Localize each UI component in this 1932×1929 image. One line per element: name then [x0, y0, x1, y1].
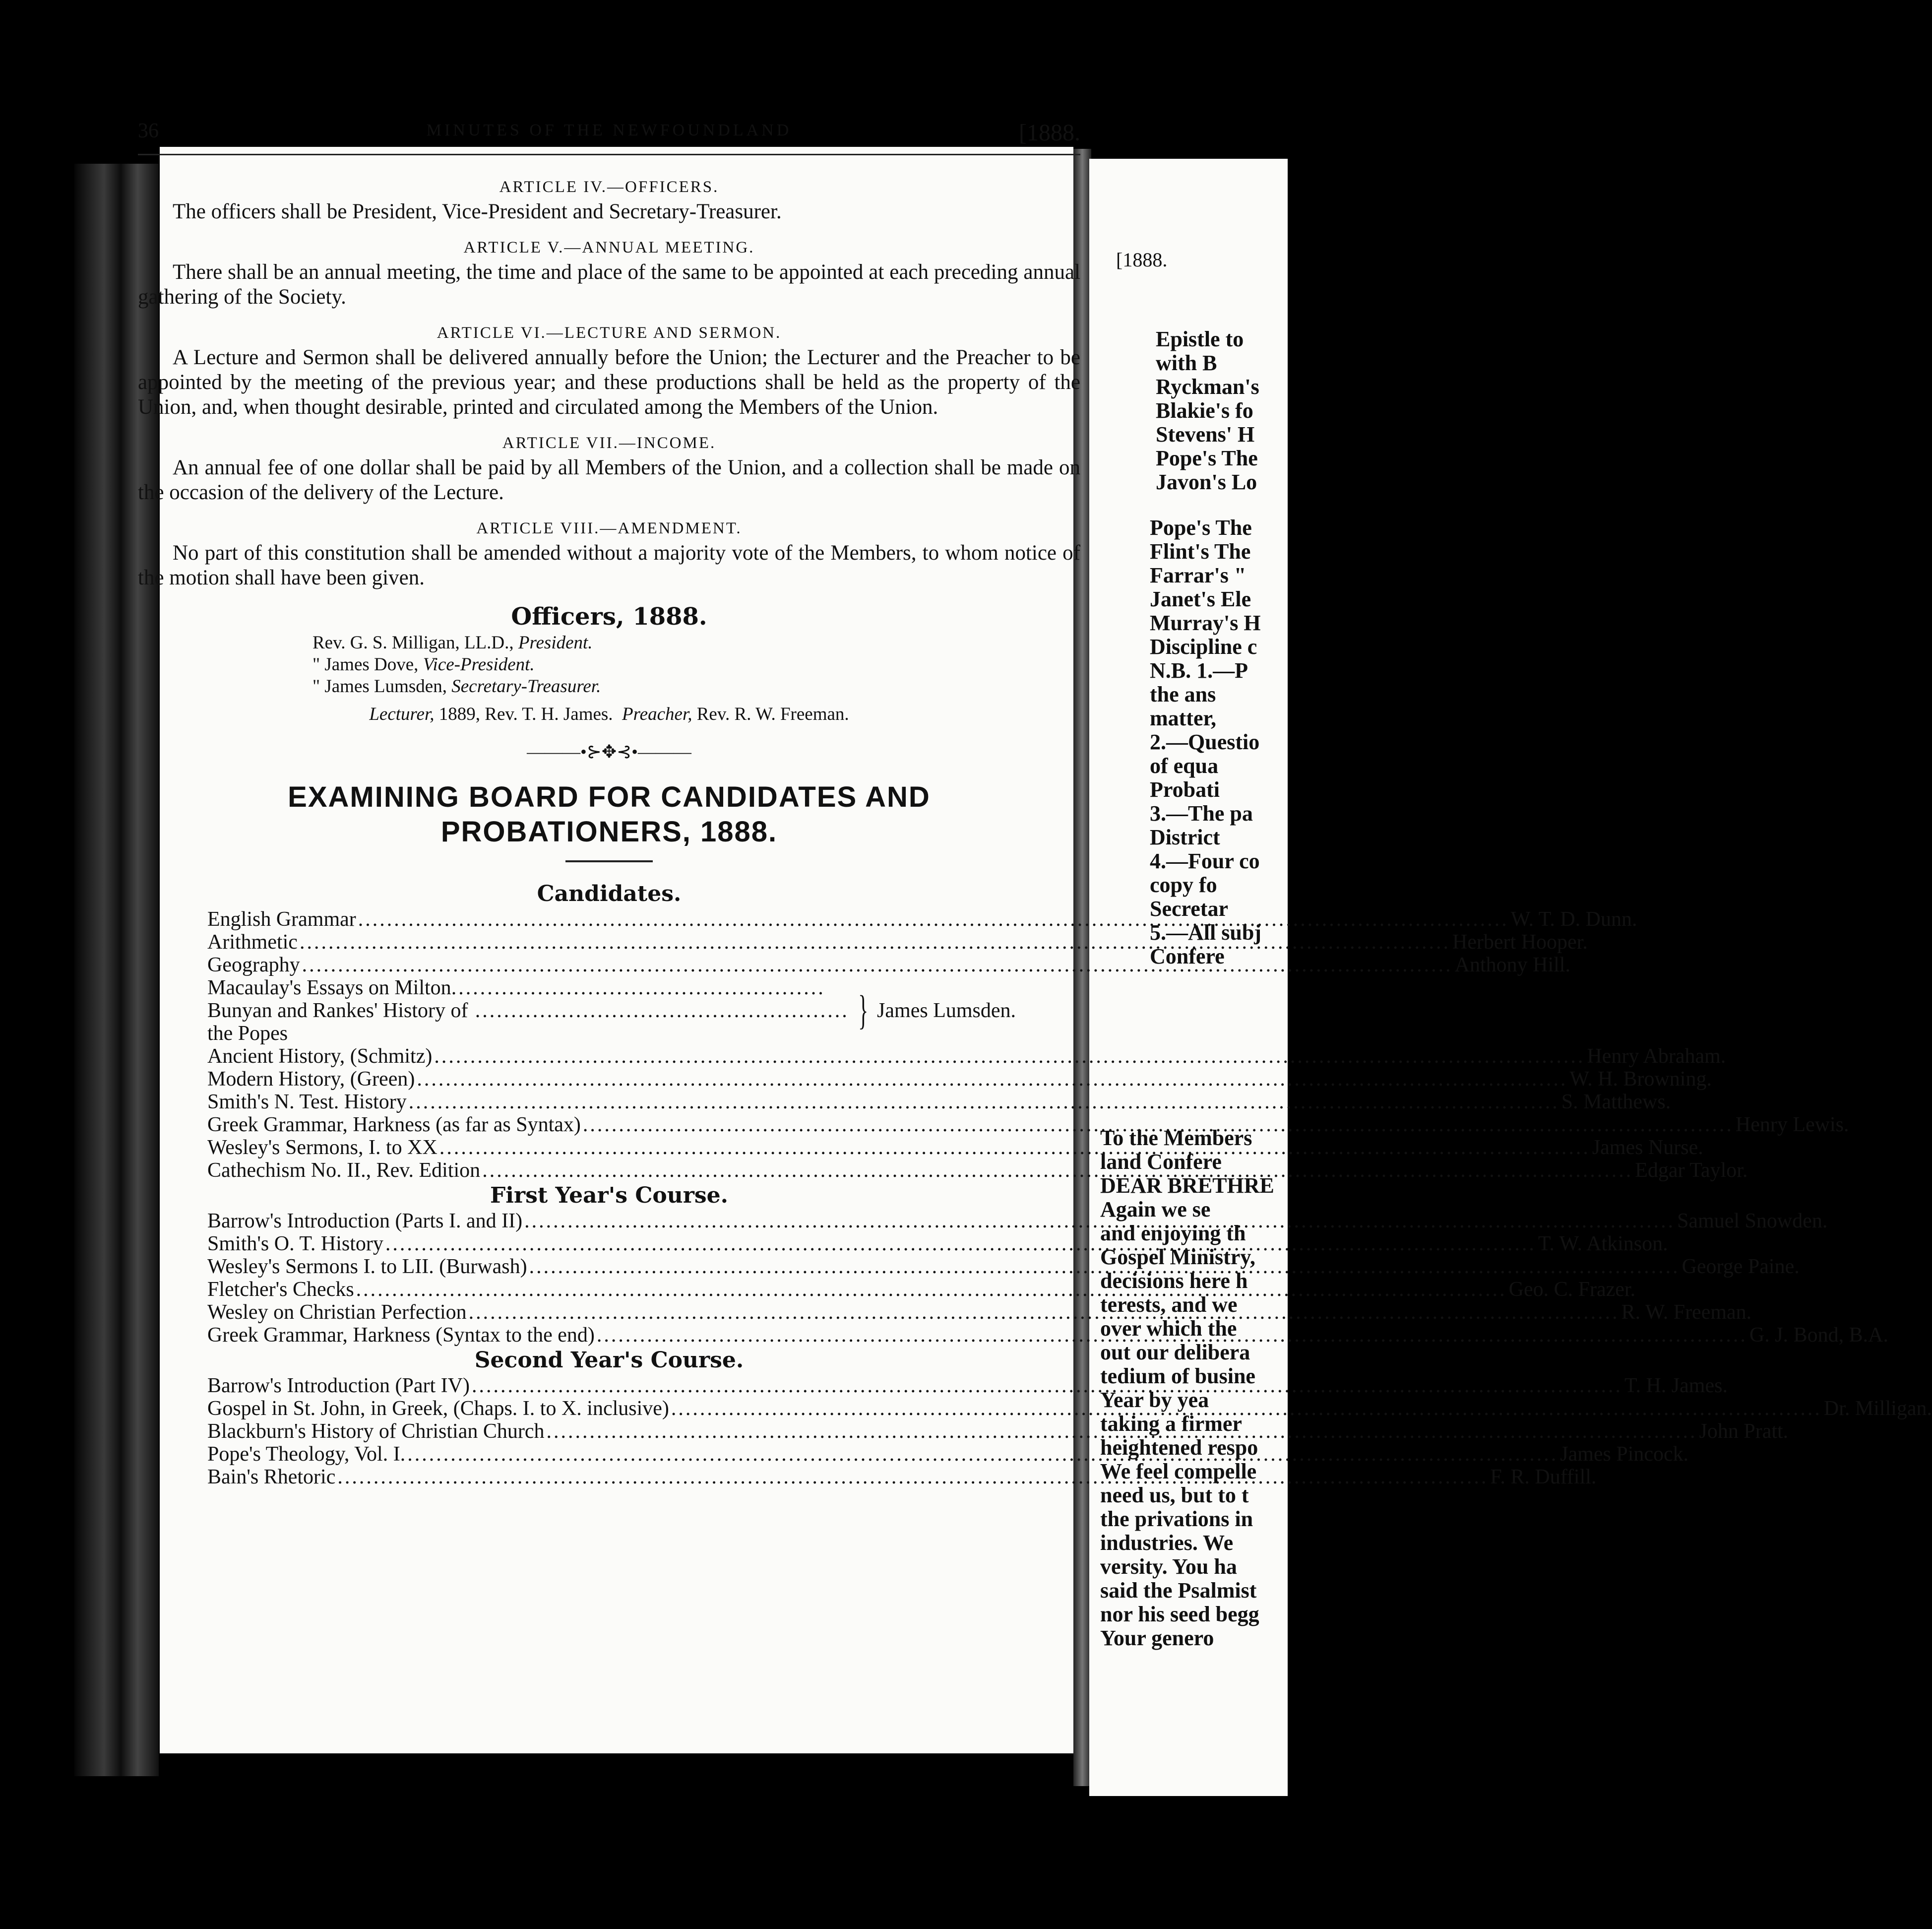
subject: Pope's Theology, Vol. I. [207, 1443, 406, 1466]
leader-dots [407, 1443, 1558, 1466]
right-page-list-mid [1150, 516, 1261, 968]
subject: Greek Grammar, Harkness (as far as Syntax) [207, 1113, 581, 1136]
right-page-line: Farrar's " [1150, 563, 1246, 587]
subject: Geography [207, 954, 300, 976]
right-page-line: Your genero [1100, 1626, 1214, 1650]
course-row [138, 1113, 1849, 1136]
officer-role: Secretary-Treasurer. [451, 676, 601, 697]
right-page-line: the privations in [1100, 1507, 1253, 1531]
right-page-line: Confere [1150, 944, 1225, 968]
examiner: W. T. D. Dunn. [1510, 908, 1637, 931]
leader-dots [358, 908, 1509, 931]
subject: Wesley's Sermons, I. to XX [207, 1136, 437, 1159]
subject: Barrow's Introduction (Part IV) [207, 1374, 470, 1397]
subject: English Grammar [207, 908, 356, 931]
page-number: 36 [138, 120, 159, 142]
leader-dots [439, 1136, 1590, 1159]
officer-name: James Lumsden, [324, 676, 447, 697]
right-page-line: Gospel Ministry, [1100, 1245, 1255, 1269]
right-page-line: Pope's The [1156, 446, 1258, 470]
right-page-list-top [1156, 327, 1259, 494]
examiner: S. Matthews. [1561, 1091, 1671, 1113]
officers-list [138, 632, 1080, 698]
second-year-heading: Second Year's Course. [474, 1348, 744, 1373]
leader-dots [300, 931, 1450, 954]
leader-dots: .................................................... [475, 999, 849, 1022]
examiner: F. R. Duffill. [1490, 1466, 1597, 1488]
lecturer-text: 1889, Rev. T. H. James. [438, 704, 613, 724]
course-row [138, 1210, 1828, 1232]
officer-entry [138, 654, 1080, 676]
preacher-label: Preacher, [622, 704, 692, 724]
subject: Ancient History, (Schmitz) [207, 1045, 433, 1068]
right-page-line: To the Members [1100, 1126, 1252, 1150]
right-page-line: Blakie's fo [1156, 398, 1253, 423]
subject: Smith's O. T. History [207, 1232, 383, 1255]
article-heading: ARTICLE VIII.—AMENDMENT. [476, 519, 742, 537]
section-rule [565, 860, 653, 862]
right-year: [1888. [1116, 249, 1168, 271]
examiner: Henry Lewis. [1735, 1113, 1849, 1136]
right-page-line: industries. We [1100, 1531, 1234, 1555]
preacher-text: Rev. R. W. Freeman. [696, 704, 849, 724]
course-row [138, 1091, 1671, 1113]
right-page-line: N.B. 1.—P [1150, 658, 1248, 683]
examiner: G. J. Bond, B.A. [1749, 1324, 1888, 1347]
right-page-line: the ans [1150, 682, 1216, 707]
right-page-line: Secretar [1150, 897, 1228, 921]
right-page-line: 3.—The pa [1150, 801, 1253, 826]
right-page-line: Probati [1150, 777, 1220, 802]
examiner: W. H. Browning. [1569, 1068, 1712, 1091]
right-page-line: copy fo [1150, 873, 1217, 897]
leader-dots [337, 1466, 1488, 1488]
first-year-heading: First Year's Course. [490, 1183, 728, 1208]
officers-heading: Officers, 1888. [511, 603, 707, 631]
right-page-line: heightened respo [1100, 1435, 1258, 1460]
examiner: Henry Abraham. [1587, 1045, 1726, 1068]
board-heading-line2: PROBATIONERS, 1888. [440, 816, 778, 848]
right-page-line: Discipline c [1150, 635, 1257, 659]
right-page-line: matter, [1150, 706, 1216, 730]
right-page-line: Murray's H [1150, 611, 1261, 635]
officer-name: G. S. Milligan, LL.D., [350, 633, 514, 653]
leader-dots [302, 954, 1453, 976]
article-text: An annual fee of one dollar shall be paid by all Members of the Union, and a collection shall be made on the occasion of the delivery of the Lecture. [138, 456, 1080, 504]
right-page-line: 4.—Four co [1150, 849, 1260, 873]
right-page-line: land Confere [1100, 1150, 1222, 1174]
article-text: No part of this constitution shall be amended without a majority vote of the Members, to whom notice of the motion shall have been given. [138, 541, 1080, 589]
header-year: [1888. [1019, 120, 1080, 146]
article-text: There shall be an annual meeting, the time and place of the same to be appointed at each preceding annual gathering of the Society. [138, 260, 1080, 309]
right-page-line: nor his seed begg [1100, 1602, 1259, 1626]
officer-prefix: " [312, 676, 320, 697]
right-page-line: Janet's Ele [1150, 587, 1251, 611]
right-page-line: and enjoying th [1100, 1221, 1246, 1245]
subject: Modern History, (Green) [207, 1068, 415, 1091]
header-rule [138, 154, 1080, 155]
right-page-line: Javon's Lo [1156, 470, 1257, 494]
officer-entry [138, 632, 1080, 654]
constitution-articles [138, 175, 1080, 590]
right-page-line: Pope's The [1150, 515, 1252, 540]
leader-dots [434, 1045, 1585, 1068]
right-page-line: Ryckman's [1156, 375, 1259, 399]
examiner: Anthony Hill. [1454, 954, 1570, 976]
paired-subjects [138, 976, 1080, 1045]
examiner: Edgar Taylor. [1635, 1159, 1748, 1182]
right-page-line: Stevens' H [1156, 422, 1255, 447]
leader-dots [482, 1159, 1633, 1182]
subject: Cathechism No. II., Rev. Edition [207, 1159, 481, 1182]
right-page-line: terests, and we [1100, 1292, 1238, 1317]
right-page-line: decisions here h [1100, 1269, 1248, 1293]
right-page-line: We feel compelle [1100, 1459, 1257, 1483]
examiner: James Nurse. [1592, 1136, 1703, 1159]
right-page-line: Again we se [1100, 1197, 1211, 1222]
subject: Gospel in St. John, in Greek, (Chaps. I. to X. inclusive) [207, 1397, 669, 1420]
right-page-line: said the Psalmist [1100, 1578, 1257, 1603]
subject: Arithmetic [207, 931, 298, 954]
article-text: A Lecture and Sermon shall be delivered annually before the Union; the Lecturer and the Preacher to be appointed by the meeting of the previous year; and these productions shall be held as the property of the Union, and, when thought desirable, printed and circulated among the Members of the Union. [138, 346, 1080, 419]
examiner: R. W. Freeman. [1621, 1301, 1752, 1324]
ornament-divider: ———•⊱✥⊰•——— [527, 742, 691, 762]
running-title: MINUTES OF THE NEWFOUNDLAND [426, 121, 792, 139]
brace-glyph: } [858, 987, 868, 1033]
examiner: Geo. C. Frazer. [1508, 1278, 1636, 1301]
officer-entry [138, 676, 1080, 698]
right-page-line: 5.—All subj [1150, 920, 1261, 945]
subject: Fletcher's Checks [207, 1278, 354, 1301]
leader-dots [469, 1301, 1620, 1324]
examiner: John Pratt. [1699, 1420, 1789, 1443]
article-text: The officers shall be President, Vice-President and Secretary-Treasurer. [173, 200, 782, 223]
subject: Greek Grammar, Harkness (Syntax to the end) [207, 1324, 595, 1347]
right-page-line: versity. You ha [1100, 1554, 1237, 1579]
paired-subject-1: Macaulay's Essays on Milton [207, 976, 451, 999]
officer-prefix: " [312, 654, 320, 675]
subject: Smith's N. Test. History [207, 1091, 407, 1113]
examiner: Dr. Milligan. [1823, 1397, 1932, 1420]
board-heading-line1: EXAMINING BOARD FOR CANDIDATES AND [288, 781, 931, 813]
examiner: James Pincock. [1560, 1443, 1689, 1466]
officer-prefix: Rev. [312, 633, 346, 653]
officer-role: Vice-President. [423, 654, 535, 675]
right-page-line: taking a firmer [1100, 1412, 1242, 1436]
article-heading: ARTICLE V.—ANNUAL MEETING. [463, 239, 755, 257]
leader-dots: .................................................... [451, 976, 825, 999]
subject: Wesley on Christian Perfection [207, 1301, 467, 1324]
right-page-line: District [1150, 825, 1220, 849]
lecturer-line [138, 702, 1080, 727]
paired-subject-2: Bunyan and Rankes' History of the Popes [207, 999, 468, 1045]
examiner: T. W. Atkinson. [1538, 1232, 1668, 1255]
running-header [138, 119, 1080, 149]
right-page-line: of equa [1150, 754, 1219, 778]
right-page-line: Flint's The [1150, 539, 1251, 564]
course-row [138, 1068, 1712, 1091]
board-heading [138, 780, 1080, 849]
candidates-heading: Candidates. [537, 881, 682, 906]
examiner: Samuel Snowden. [1677, 1210, 1828, 1232]
paired-examiner: James Lumsden. [877, 999, 1016, 1022]
right-page-line: need us, but to t [1100, 1483, 1249, 1507]
officer-role: President. [518, 633, 593, 653]
right-page-line: out our delibera [1100, 1340, 1250, 1364]
examiner: T. H. James. [1624, 1374, 1728, 1397]
right-page-line: over which the [1100, 1316, 1237, 1341]
right-page-line: 2.—Questio [1150, 730, 1260, 754]
lecturer-label: Lecturer, [369, 704, 435, 724]
subject: Wesley's Sermons I. to LII. (Burwash) [207, 1255, 527, 1278]
leader-dots [472, 1374, 1622, 1397]
subject: Barrow's Introduction (Parts I. and II) [207, 1210, 523, 1232]
leader-dots [385, 1232, 1536, 1255]
article-heading: ARTICLE VI.—LECTURE AND SERMON. [436, 324, 782, 342]
leader-dots [409, 1091, 1559, 1113]
right-page-line: Epistle to [1156, 327, 1244, 351]
right-page-line: Year by yea [1100, 1388, 1209, 1412]
leader-dots [356, 1278, 1507, 1301]
right-page-line: with B [1156, 351, 1217, 375]
article-heading: ARTICLE IV.—OFFICERS. [499, 178, 719, 196]
article-heading: ARTICLE VII.—INCOME. [502, 434, 716, 452]
subject: Bain's Rhetoric [207, 1466, 336, 1488]
officer-name: James Dove, [324, 654, 419, 675]
right-page-line: tedium of busine [1100, 1364, 1255, 1388]
leader-dots [417, 1068, 1567, 1091]
examiner: George Paine. [1682, 1255, 1800, 1278]
course-row [138, 1045, 1726, 1068]
examiner: Herbert Hooper. [1452, 931, 1588, 954]
subject: Blackburn's History of Christian Church [207, 1420, 545, 1443]
right-page-letter [1100, 1126, 1274, 1650]
right-page-line: DEAR BRETHRE [1100, 1173, 1274, 1198]
